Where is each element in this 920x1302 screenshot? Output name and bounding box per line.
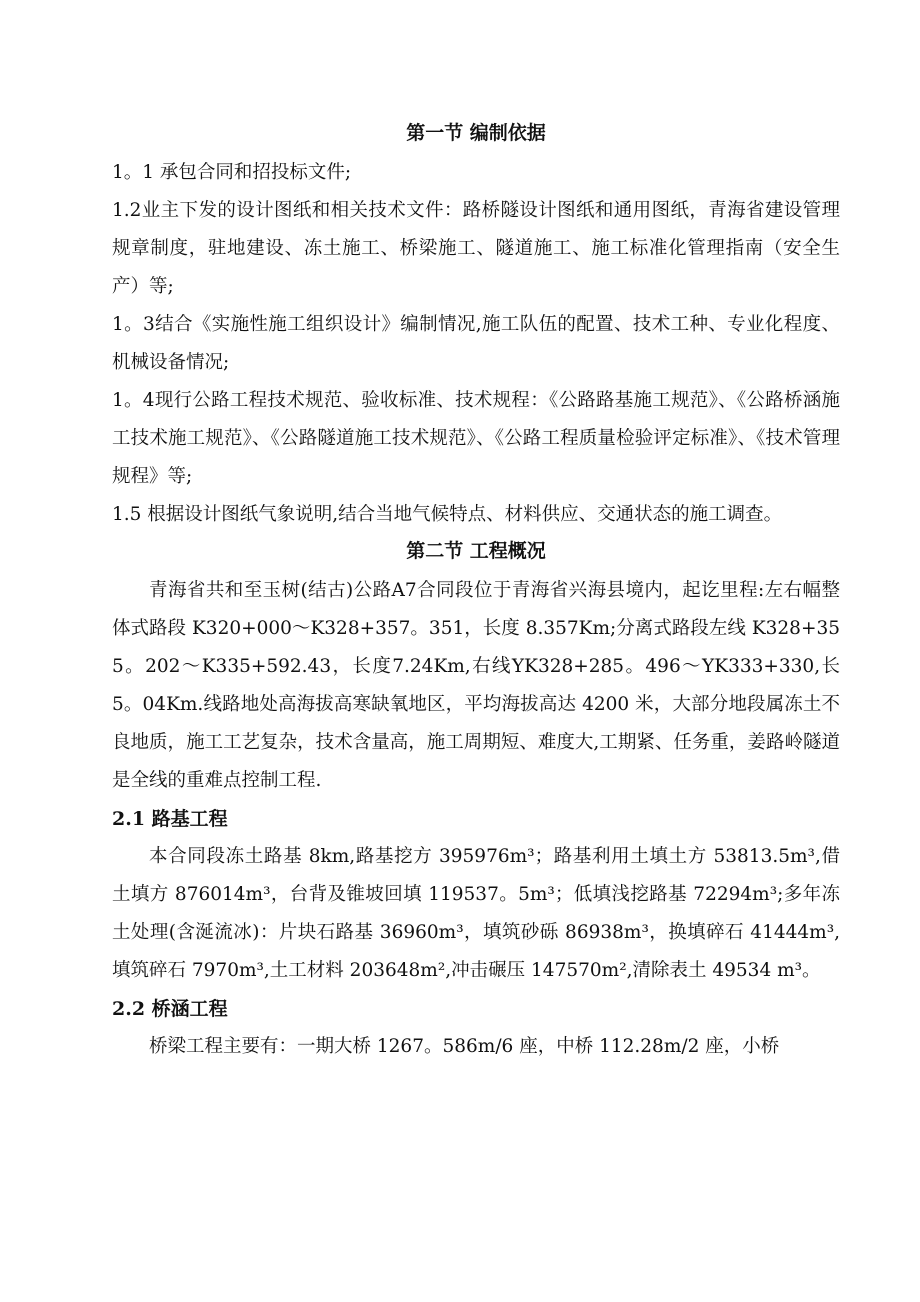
basis-item: 1.5 根据设计图纸气象说明,结合当地气候特点、材料供应、交通状态的施工调查。	[112, 504, 783, 525]
basis-item: 1。4现行公路工程技术规范、验收标准、技术规程：《公路路基施工规范》、《公路桥涵施工技术施工规范》、《公路隧道施工技术规范》、《公路工程质量检验评定标准》、《技术管理规程》等;	[112, 390, 840, 487]
section-title: 第二节 工程概况	[406, 540, 546, 562]
subsection-heading: 2.1 路基工程	[112, 808, 228, 830]
subgrade-paragraph: 本合同段冻土路基 8km,路基挖方 395976m³；路基利用土填土方 53813.5m³,借土填方 876014m³，台背及锥坡回填 119537。5m³；低填浅挖路基 72294m³;多年冻土处理(含涎流冰)：片块石路基 36960m³，填筑砂砾 86938m³，换填碎石 41444m³,填筑碎石 7970m³,土工材料 203648m²,冲击碾压 147570m²,清除表土 49534 m³。	[112, 846, 840, 981]
overview-paragraph: 青海省共和至玉树(结古)公路A7合同段位于青海省兴海县境内，起讫里程:左右幅整体式路段 K320+000～K328+357。351，长度 8.357Km;分离式路段左线 K328+355。202～K335+592.43，长度7.24Km,右线YK328+285。496～YK333+330,长 5。04Km.线路地处高海拔高寒缺氧地区，平均海拔高达 4200 米，大部分地段属冻土不良地质，施工工艺复杂，技术含量高，施工周期短、难度大,工期紧、任务重，姜路岭隧道是全线的重难点控制工程.	[112, 580, 840, 791]
basis-item: 1。3结合《实施性施工组织设计》编制情况,施工队伍的配置、技术工种、专业化程度、机械设备情况;	[112, 314, 840, 373]
subsection-heading: 2.2 桥涵工程	[112, 998, 228, 1020]
basis-item: 1.2业主下发的设计图纸和相关技术文件：路桥隧设计图纸和通用图纸，青海省建设管理规章制度，驻地建设、冻土施工、桥梁施工、隧道施工、施工标准化管理指南（安全生产）等;	[112, 200, 840, 297]
document-body	[112, 116, 840, 1066]
bridge-paragraph: 桥梁工程主要有：一期大桥 1267。586m/6 座，中桥 112.28m/2 座，小桥	[149, 1036, 780, 1057]
basis-item: 1。1 承包合同和招投标文件;	[112, 162, 352, 183]
section-title: 第一节 编制依据	[406, 122, 546, 144]
